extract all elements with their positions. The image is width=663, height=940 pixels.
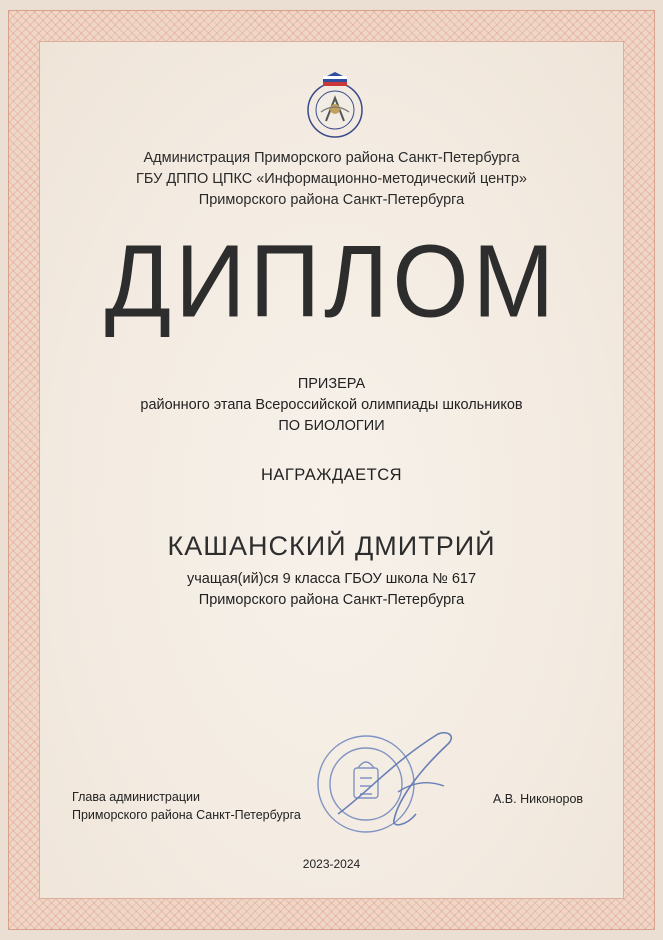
diploma-title: ДИПЛОМ (104, 223, 559, 339)
academic-year: 2023-2024 (302, 857, 361, 871)
organization-line-1: Администрация Приморского района Санкт-Петербурга (143, 150, 520, 166)
official-stamp-with-signature (298, 722, 468, 842)
signatory-position-line-1: Глава администрации (72, 790, 200, 804)
prize-description (0, 374, 663, 437)
prize-line-2: районного этапа Всероссийской олимпиады школьников (140, 397, 523, 413)
signatory-position (72, 788, 301, 824)
signatory-position-line-2: Приморского района Санкт-Петербурга (72, 808, 301, 822)
recipient-name: КАШАНСКИЙ ДМИТРИЙ (167, 531, 496, 561)
awarded-label: НАГРАЖДАЕТСЯ (260, 466, 403, 484)
signatory-name: А.В. Никоноров (493, 792, 584, 806)
organization-line-3: Приморского района Санкт-Петербурга (198, 192, 465, 208)
olympiad-emblem-logo (295, 68, 375, 140)
student-line-1: учащая(ий)ся 9 класса ГБОУ школа № 617 (186, 571, 477, 587)
prize-line-3: ПО БИОЛОГИИ (278, 418, 385, 434)
student-info (0, 569, 663, 611)
prize-line-1: ПРИЗЕРА (297, 376, 366, 392)
organization-header (0, 148, 663, 211)
student-line-2: Приморского района Санкт-Петербурга (198, 592, 465, 608)
organization-line-2: ГБУ ДППО ЦПКС «Информационно-методический центр» (136, 171, 527, 187)
